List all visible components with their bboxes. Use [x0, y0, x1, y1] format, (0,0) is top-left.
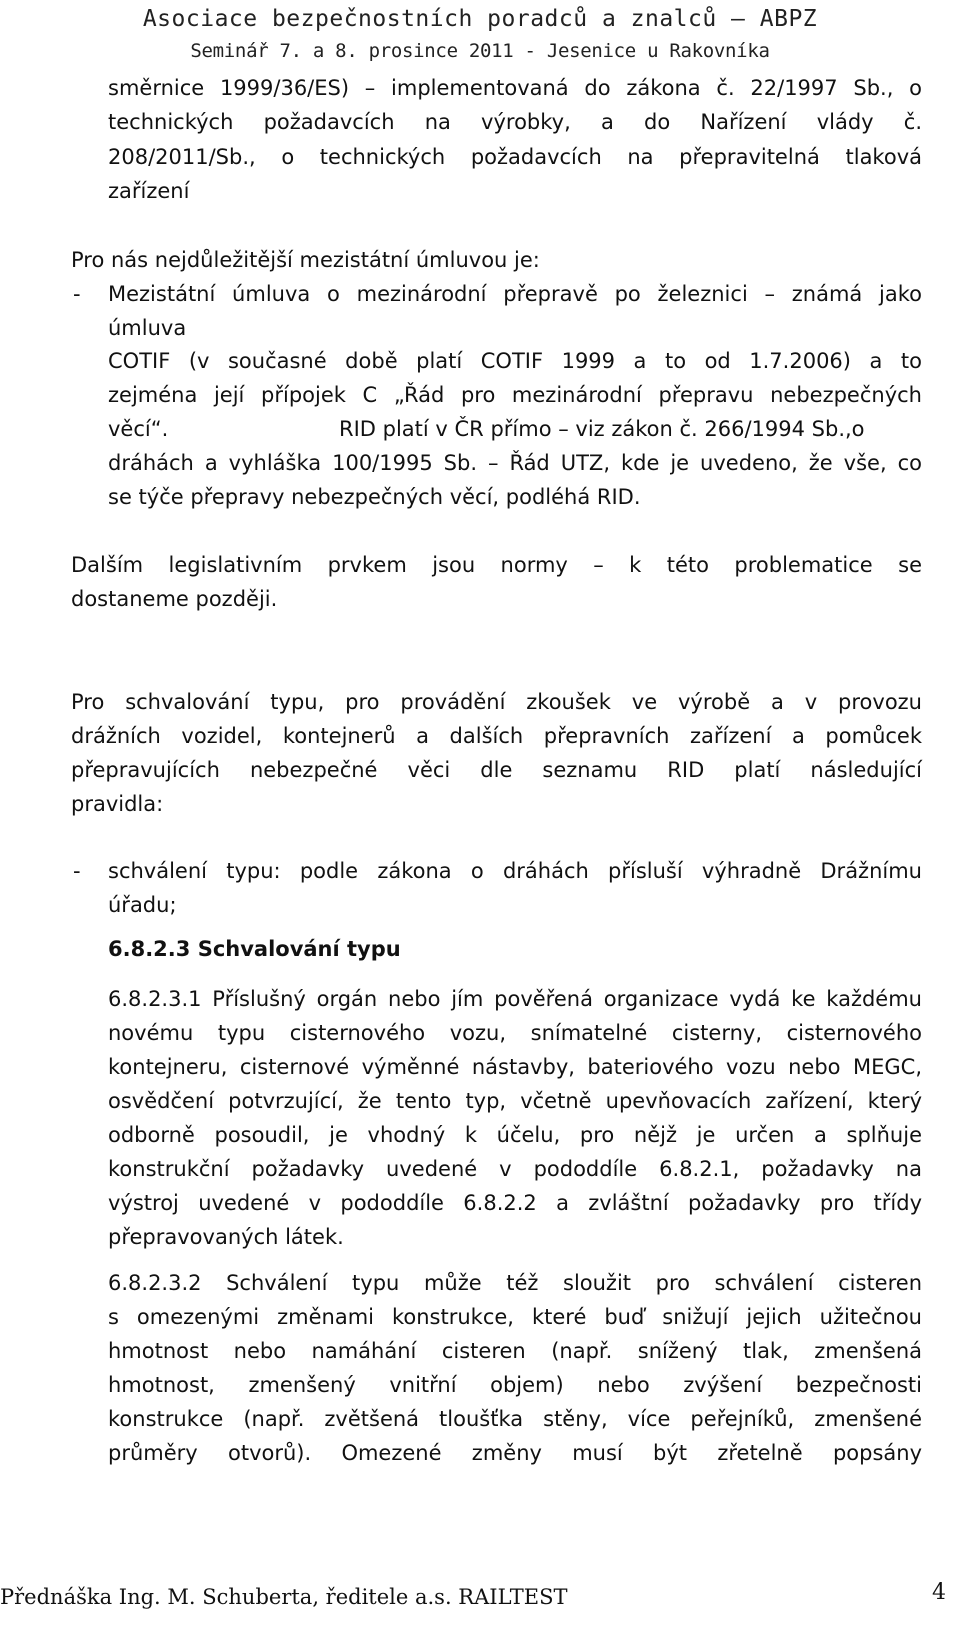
paragraph-line: 6.8.2.3.2 Schválení typu může též sloužit pro schválení cisteren — [108, 1271, 922, 1295]
text-line: směrnice 1999/36/ES) – implementovaná do zákona č. 22/1997 Sb., o — [108, 76, 922, 100]
paragraph-line: drážních vozidel, kontejnerů a dalších přepravních zařízení a pomůcek — [71, 724, 922, 748]
intro-line: Pro nás nejdůležitější mezistátní úmluvou je: — [71, 248, 540, 272]
list-item-line: úmluva — [108, 316, 187, 340]
paragraph-line: Dalším legislativním prvkem jsou normy – k této problematice se — [71, 553, 922, 577]
section-heading: 6.8.2.3 Schvalování typu — [108, 937, 401, 961]
list-bullet-dash: - — [73, 859, 81, 883]
list-item-line: COTIF (v současné době platí COTIF 1999 a to od 1.7.2006) a to — [108, 349, 922, 373]
list-item-line: RID platí v ČR přímo – viz zákon č. 266/1994 Sb.,o — [339, 417, 865, 441]
list-bullet-dash: - — [73, 282, 81, 306]
paragraph-line: osvědčení potvrzující, že tento typ, včetně upevňovacích zařízení, který — [108, 1089, 922, 1113]
paragraph-line: pravidla: — [71, 792, 164, 816]
paragraph-line: výstroj uvedené v pododdíle 6.8.2.2 a zvláštní požadavky pro třídy — [108, 1191, 922, 1215]
text-line: zařízení — [108, 179, 190, 203]
paragraph-line: hmotnost nebo namáhání cisteren (např. snížený tlak, zmenšená — [108, 1339, 922, 1363]
paragraph-line: novému typu cisternového vozu, snímatelné cisterny, cisternového — [108, 1021, 922, 1045]
document-header-subtitle: Seminář 7. a 8. prosince 2011 - Jesenice u Rakovníka — [190, 40, 770, 62]
text-line: technických požadavcích na výrobky, a do Nařízení vlády č. — [108, 110, 922, 134]
list-item-line: úřadu; — [108, 893, 177, 917]
paragraph-line: hmotnost, zmenšený vnitřní objem) nebo zvýšení bezpečnosti — [108, 1373, 922, 1397]
paragraph-line: konstrukce (např. zvětšená tloušťka stěny, více peřejníků, zmenšené — [108, 1407, 922, 1431]
paragraph-line: 6.8.2.3.1 Příslušný orgán nebo jím pověřená organizace vydá ke každému — [108, 987, 922, 1011]
paragraph-line: Pro schvalování typu, pro provádění zkoušek ve výrobě a v provozu — [71, 690, 922, 714]
list-item-line: schválení typu: podle zákona o dráhách přísluší výhradně Drážnímu — [108, 859, 922, 883]
paragraph-line: konstrukční požadavky uvedené v pododdíle 6.8.2.1, požadavky na — [108, 1157, 922, 1181]
paragraph-line: dostaneme později. — [71, 587, 278, 611]
paragraph-line: s omezenými změnami konstrukce, které buď snižují jejich užitečnou — [108, 1305, 922, 1329]
page-number: 4 — [932, 1580, 946, 1605]
paragraph-line: průměry otvorů). Omezené změny musí být zřetelně popsány — [108, 1441, 922, 1465]
list-item-line: dráhách a vyhláška 100/1995 Sb. – Řád UTZ, kde je uvedeno, že vše, co — [108, 451, 922, 475]
paragraph-line: přepravujících nebezpečné věci dle seznamu RID platí následující — [71, 758, 922, 782]
list-item-line: Mezistátní úmluva o mezinárodní přepravě po železnici – známá jako — [108, 282, 922, 306]
text-line: 208/2011/Sb., o technických požadavcích na přepravitelná tlaková — [108, 145, 922, 169]
list-item-line: zejména její přípojek C „Řád pro mezinárodní přepravu nebezpečných — [108, 383, 922, 407]
list-item-line: věcí“. — [108, 417, 169, 441]
paragraph-line: kontejneru, cisternové výměnné nástavby, bateriového vozu nebo MEGC, — [108, 1055, 922, 1079]
list-item-line: se týče přepravy nebezpečných věcí, podléhá RID. — [108, 485, 641, 509]
footer-author: Přednáška Ing. M. Schuberta, ředitele a.s. RAILTEST — [0, 1585, 568, 1609]
document-header-title: Asociace bezpečnostních poradců a znalců – ABPZ — [142, 6, 818, 32]
paragraph-line: přepravovaných látek. — [108, 1225, 344, 1249]
paragraph-line: odborně posoudil, je vhodný k účelu, pro nějž je určen a splňuje — [108, 1123, 922, 1147]
